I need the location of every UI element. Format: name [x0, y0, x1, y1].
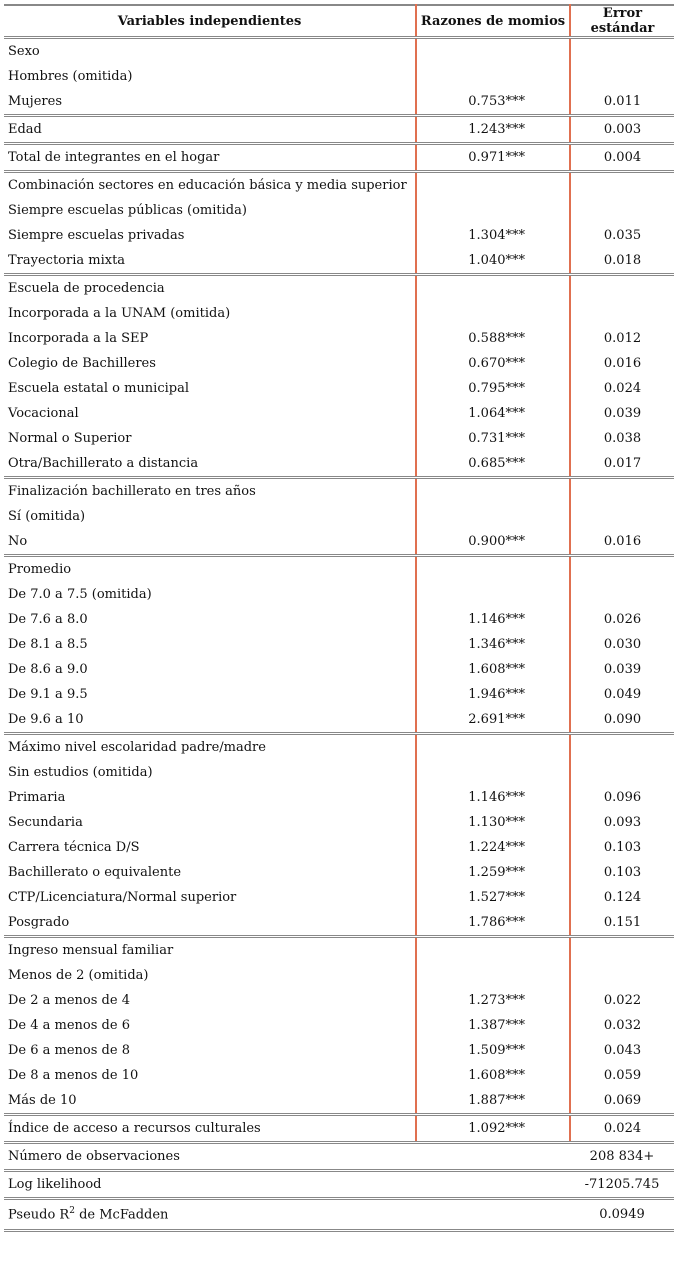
table-row: [4, 1143, 674, 1171]
row-label: Promedio: [4, 556, 416, 583]
row-label: Otra/Bachillerato a distancia: [4, 451, 416, 478]
row-label: Vocacional: [4, 401, 416, 426]
row-error: 0.069: [570, 1088, 674, 1115]
row-label: Edad: [4, 116, 416, 144]
table-row: [4, 785, 674, 810]
table-row: [4, 89, 674, 116]
row-ratio: 0.685***: [416, 451, 570, 478]
row-error: -71205.745: [570, 1171, 674, 1199]
row-label: Normal o Superior: [4, 426, 416, 451]
table-row: [4, 275, 674, 302]
row-label: Incorporada a la SEP: [4, 326, 416, 351]
row-error: 0.103: [603, 840, 642, 855]
row-ratio: [416, 198, 570, 223]
row-label: Índice de acceso a recursos culturales: [4, 1115, 416, 1143]
row-ratio: 1.304***: [416, 223, 570, 248]
row-label: De 6 a menos de 8: [4, 1038, 416, 1063]
row-ratio: 0.588***: [416, 326, 570, 351]
table-row: [4, 1115, 674, 1143]
row-error: [570, 38, 674, 65]
table-row: [4, 223, 674, 248]
row-label: Sin estudios (omitida): [4, 760, 416, 785]
table-row: [4, 198, 674, 223]
row-error: 0.096: [603, 790, 642, 805]
row-error: 0.016: [570, 529, 674, 556]
table-row: [4, 478, 674, 505]
row-label: Hombres (omitida): [4, 64, 416, 89]
row-error: 0.024: [570, 1115, 674, 1143]
row-ratio: 1.146***: [416, 607, 570, 632]
row-ratio: 1.887***: [416, 1088, 570, 1115]
row-label: Colegio de Bachilleres: [4, 351, 416, 376]
row-ratio: [416, 504, 570, 529]
row-error: [570, 963, 674, 988]
row-error: 0.026: [603, 612, 642, 627]
row-error: 0.151: [570, 910, 674, 937]
row-ratio: 0.731***: [416, 426, 570, 451]
table-row: [4, 38, 674, 65]
table-row: [4, 657, 674, 682]
row-ratio: 2.691***: [416, 707, 570, 734]
row-ratio: [416, 301, 570, 326]
row-label: CTP/Licenciatura/Normal superior: [4, 885, 416, 910]
table-row: [4, 582, 674, 607]
row-label: De 9.1 a 9.5: [4, 682, 416, 707]
row-label: Sexo: [4, 38, 416, 65]
table-body: [4, 38, 674, 1143]
row-error: [570, 301, 674, 326]
row-ratio: [416, 734, 570, 761]
row-error: 0.090: [570, 707, 674, 734]
row-label: De 7.0 a 7.5 (omitida): [4, 582, 416, 607]
table-row: [4, 1063, 674, 1088]
row-label: Carrera técnica D/S: [4, 835, 416, 860]
row-ratio: [416, 963, 570, 988]
row-label: Pseudo $R^2$ de McFadden: [4, 1199, 416, 1231]
row-error: 208 834+: [570, 1143, 674, 1171]
table-row: [4, 529, 674, 556]
row-label: Bachillerato o equivalente: [4, 860, 416, 885]
table-row: [4, 734, 674, 761]
row-label: De 4 a menos de 6: [4, 1013, 416, 1038]
table-row: [4, 556, 674, 583]
row-ratio: [416, 1199, 570, 1231]
row-error: 0.049: [603, 687, 642, 702]
row-label: De 7.6 a 8.0: [4, 607, 416, 632]
row-ratio: 1.346***: [416, 632, 570, 657]
row-label: De 9.6 a 10: [4, 707, 416, 734]
row-ratio: 1.273***: [416, 988, 570, 1013]
table-row: [4, 707, 674, 734]
row-label: Sí (omitida): [4, 504, 416, 529]
row-ratio: 1.786***: [416, 910, 570, 937]
row-ratio: 0.670***: [416, 351, 570, 376]
row-error: [570, 582, 674, 607]
row-label: Trayectoria mixta: [4, 248, 416, 275]
row-error: 0.093: [603, 815, 642, 830]
row-label: Siempre escuelas privadas: [4, 223, 416, 248]
table-row: [4, 937, 674, 964]
table-row: [4, 376, 674, 401]
table-row: [4, 1171, 674, 1199]
row-ratio: [416, 1143, 570, 1171]
row-ratio: [416, 38, 570, 65]
table-row: [4, 451, 674, 478]
row-error: [570, 64, 674, 89]
row-ratio: 1.946***: [416, 682, 570, 707]
row-ratio: 0.753***: [416, 89, 570, 116]
row-error: [570, 556, 674, 583]
row-error: 0.039: [603, 662, 642, 677]
table-row: [4, 910, 674, 937]
row-ratio: [416, 172, 570, 199]
row-label: De 8 a menos de 10: [4, 1063, 416, 1088]
row-error: 0.012: [603, 331, 642, 346]
table-row: [4, 835, 674, 860]
row-error: 0.039: [603, 406, 642, 421]
table-row: [4, 301, 674, 326]
row-error: 0.043: [603, 1043, 642, 1058]
row-ratio: [416, 64, 570, 89]
table-row: [4, 172, 674, 199]
table-row: [4, 401, 674, 426]
row-error: 0.011: [570, 89, 674, 116]
table-row: [4, 682, 674, 707]
row-ratio: [416, 478, 570, 505]
row-error: [570, 760, 674, 785]
table-row: [4, 116, 674, 144]
row-error: [570, 478, 674, 505]
row-error: 0.018: [570, 248, 674, 275]
table-row: [4, 426, 674, 451]
row-ratio: 0.795***: [416, 376, 570, 401]
row-ratio: 0.900***: [416, 529, 570, 556]
table-row: [4, 1199, 674, 1231]
table-row: [4, 1088, 674, 1115]
table-row: [4, 988, 674, 1013]
row-label: De 2 a menos de 4: [4, 988, 416, 1013]
row-ratio: 1.259***: [416, 860, 570, 885]
row-ratio: 1.608***: [416, 657, 570, 682]
table-row: [4, 632, 674, 657]
row-ratio: [416, 760, 570, 785]
row-label: De 8.6 a 9.0: [4, 657, 416, 682]
row-error: 0.030: [603, 637, 642, 652]
table-row: [4, 64, 674, 89]
row-ratio: 1.146***: [416, 785, 570, 810]
row-label: Incorporada a la UNAM (omitida): [4, 301, 416, 326]
row-error: [570, 937, 674, 964]
row-label: Máximo nivel escolaridad padre/madre: [4, 734, 416, 761]
table-row: [4, 1013, 674, 1038]
row-error: 0.124: [603, 890, 642, 905]
row-error: 0.003: [570, 116, 674, 144]
header-std-error: Error estándar: [570, 5, 674, 38]
row-error: [570, 734, 674, 761]
table-row: [4, 504, 674, 529]
row-label: Número de observaciones: [4, 1143, 416, 1171]
row-ratio: [416, 1171, 570, 1199]
row-ratio: [416, 937, 570, 964]
table-row: [4, 860, 674, 885]
header-row: [4, 5, 674, 38]
table-row: [4, 963, 674, 988]
row-error: 0.103: [603, 865, 642, 880]
row-error: 0.038: [603, 431, 642, 446]
row-error: [570, 504, 674, 529]
row-label: Siempre escuelas públicas (omitida): [4, 198, 416, 223]
row-label: Finalización bachillerato en tres años: [4, 478, 416, 505]
table-row: [4, 144, 674, 172]
table-row: [4, 607, 674, 632]
row-label: Posgrado: [4, 910, 416, 937]
row-error: 0.032: [603, 1018, 642, 1033]
row-error: 0.0949: [570, 1199, 674, 1231]
row-label: Combinación sectores en educación básica y media superior: [4, 172, 416, 199]
row-label: Escuela de procedencia: [4, 275, 416, 302]
table-row: [4, 351, 674, 376]
table-row: [4, 885, 674, 910]
header-variables: Variables independientes: [4, 5, 416, 38]
row-label: Ingreso mensual familiar: [4, 937, 416, 964]
row-label: Escuela estatal o municipal: [4, 376, 416, 401]
row-error: 0.035: [603, 228, 642, 243]
row-error: 0.017: [570, 451, 674, 478]
row-error: [570, 172, 674, 199]
row-ratio: 1.224***: [416, 835, 570, 860]
row-ratio: 1.064***: [416, 401, 570, 426]
row-error: 0.004: [570, 144, 674, 172]
row-error: [570, 198, 674, 223]
row-ratio: [416, 275, 570, 302]
row-error: 0.016: [603, 356, 642, 371]
table-row: [4, 1038, 674, 1063]
row-ratio: [416, 582, 570, 607]
row-ratio: 1.387***: [416, 1013, 570, 1038]
table-row: [4, 248, 674, 275]
row-label: Más de 10: [4, 1088, 416, 1115]
row-label: De 8.1 a 8.5: [4, 632, 416, 657]
row-ratio: 1.130***: [416, 810, 570, 835]
table-footer: [4, 1143, 674, 1231]
row-error: 0.022: [603, 993, 642, 1008]
table-row: [4, 810, 674, 835]
row-label: Secundaria: [4, 810, 416, 835]
row-error: 0.024: [603, 381, 642, 396]
row-ratio: 1.092***: [416, 1115, 570, 1143]
row-ratio: 1.608***: [416, 1063, 570, 1088]
row-label: Primaria: [4, 785, 416, 810]
header-odds-ratio: Razones de momios: [416, 5, 570, 38]
row-label: Mujeres: [4, 89, 416, 116]
row-label: Log likelihood: [4, 1171, 416, 1199]
row-label: Total de integrantes en el hogar: [4, 144, 416, 172]
row-label: No: [4, 529, 416, 556]
table-row: [4, 326, 674, 351]
row-ratio: 0.971***: [416, 144, 570, 172]
regression-table: [4, 4, 674, 1232]
table-row: [4, 760, 674, 785]
row-error: 0.059: [603, 1068, 642, 1083]
row-ratio: [416, 556, 570, 583]
row-ratio: 1.509***: [416, 1038, 570, 1063]
row-label: Menos de 2 (omitida): [4, 963, 416, 988]
row-error: [570, 275, 674, 302]
row-ratio: 1.527***: [416, 885, 570, 910]
row-ratio: 1.040***: [416, 248, 570, 275]
row-ratio: 1.243***: [416, 116, 570, 144]
